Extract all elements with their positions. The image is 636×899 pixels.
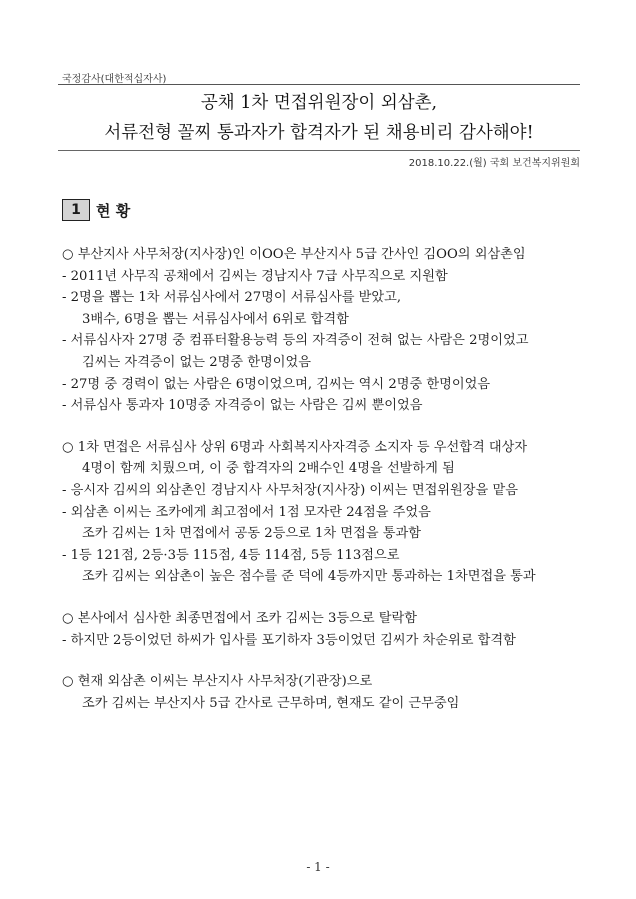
document-body	[62, 244, 592, 714]
paragraph-line: 조카 김씨는 1차 면접에서 공동 2등으로 1차 면접을 통과함	[82, 526, 421, 542]
paragraph-line: 조카 김씨는 외삼촌이 높은 점수를 준 덕에 4등까지만 통과하는 1차면접을 통과	[82, 569, 536, 585]
header-rule	[58, 84, 580, 85]
paragraph-gap	[62, 588, 592, 608]
paragraph-line: 김씨는 자격증이 없는 2명중 한명이었음	[82, 354, 311, 370]
section-number-box: 1	[62, 199, 90, 221]
paragraph-line: 3배수, 6명을 뽑는 서류심사에서 6위로 합격함	[82, 311, 349, 327]
page-number: - 1 -	[306, 860, 330, 874]
paragraph-3	[62, 608, 592, 651]
paragraph-line: - 외삼촌 이씨는 조카에게 최고점에서 1점 모자란 24점을 주었음	[62, 504, 431, 520]
title-rule	[58, 150, 580, 151]
paragraph-line: ○ 현재 외삼촌 이씨는 부산지사 사무처장(기관장)으로	[62, 674, 373, 690]
section-title: 현 황	[96, 201, 131, 220]
paragraph-line: - 서류심사 통과자 10명중 자격증이 없는 사람은 김씨 뿐이었음	[62, 398, 423, 414]
paragraph-2	[62, 437, 592, 588]
paragraph-line: - 하지만 2등이었던 하씨가 입사를 포기하자 3등이었던 김씨가 차순위로 합격함	[62, 632, 516, 648]
paragraph-line: ○ 본사에서 심사한 최종면접에서 조카 김씨는 3등으로 탈락함	[62, 610, 417, 626]
paragraph-gap	[62, 651, 592, 671]
paragraph-gap	[62, 417, 592, 437]
title-line-1: 공채 1차 면접위원장이 외삼촌,	[200, 93, 438, 113]
paragraph-line: - 2명을 뽑는 1차 서류심사에서 27명이 서류심사를 받았고,	[62, 290, 402, 306]
date-committee-line: 2018.10.22.(월) 국회 보건복지위원회	[408, 158, 580, 169]
paragraph-line: - 1등 121점, 2등·3등 115점, 4등 114점, 5등 113점으로	[62, 547, 400, 563]
paragraph-line: ○ 1차 면접은 서류심사 상위 6명과 사회복지사자격증 소지자 등 우선합격 대상자	[62, 439, 528, 455]
title-line-2: 서류전형 꼴찌 통과자가 합격자가 된 채용비리 감사해야!	[104, 123, 534, 143]
paragraph-line: - 27명 중 경력이 없는 사람은 6명이었으며, 김씨는 역시 2명중 한명이었음	[62, 376, 491, 392]
paragraph-line: - 응시자 김씨의 외삼촌인 경남지사 사무처장(지사장) 이씨는 면접위원장을 맡음	[62, 482, 518, 498]
paragraph-1	[62, 244, 592, 417]
document-title	[58, 88, 580, 148]
paragraph-line: 4명이 함께 치뤘으며, 이 중 합격자의 2배수인 4명을 선발하게 됨	[82, 461, 455, 477]
paragraph-line: 조카 김씨는 부산지사 5급 간사로 근무하며, 현재도 같이 근무중임	[82, 695, 460, 711]
document-header-tag: 국정감사(대한적십자사)	[62, 74, 167, 85]
paragraph-line: ○ 부산지사 사무처장(지사장)인 이OO은 부산지사 5급 간사인 김OO의 외삼촌임	[62, 247, 526, 262]
paragraph-line: - 2011년 사무직 공채에서 김씨는 경남지사 7급 사무직으로 지원함	[62, 268, 448, 284]
section-heading	[62, 199, 130, 221]
paragraph-line: - 서류심사자 27명 중 컴퓨터활용능력 등의 자격증이 전혀 없는 사람은 2명이었고	[62, 333, 529, 349]
paragraph-4	[62, 671, 592, 714]
